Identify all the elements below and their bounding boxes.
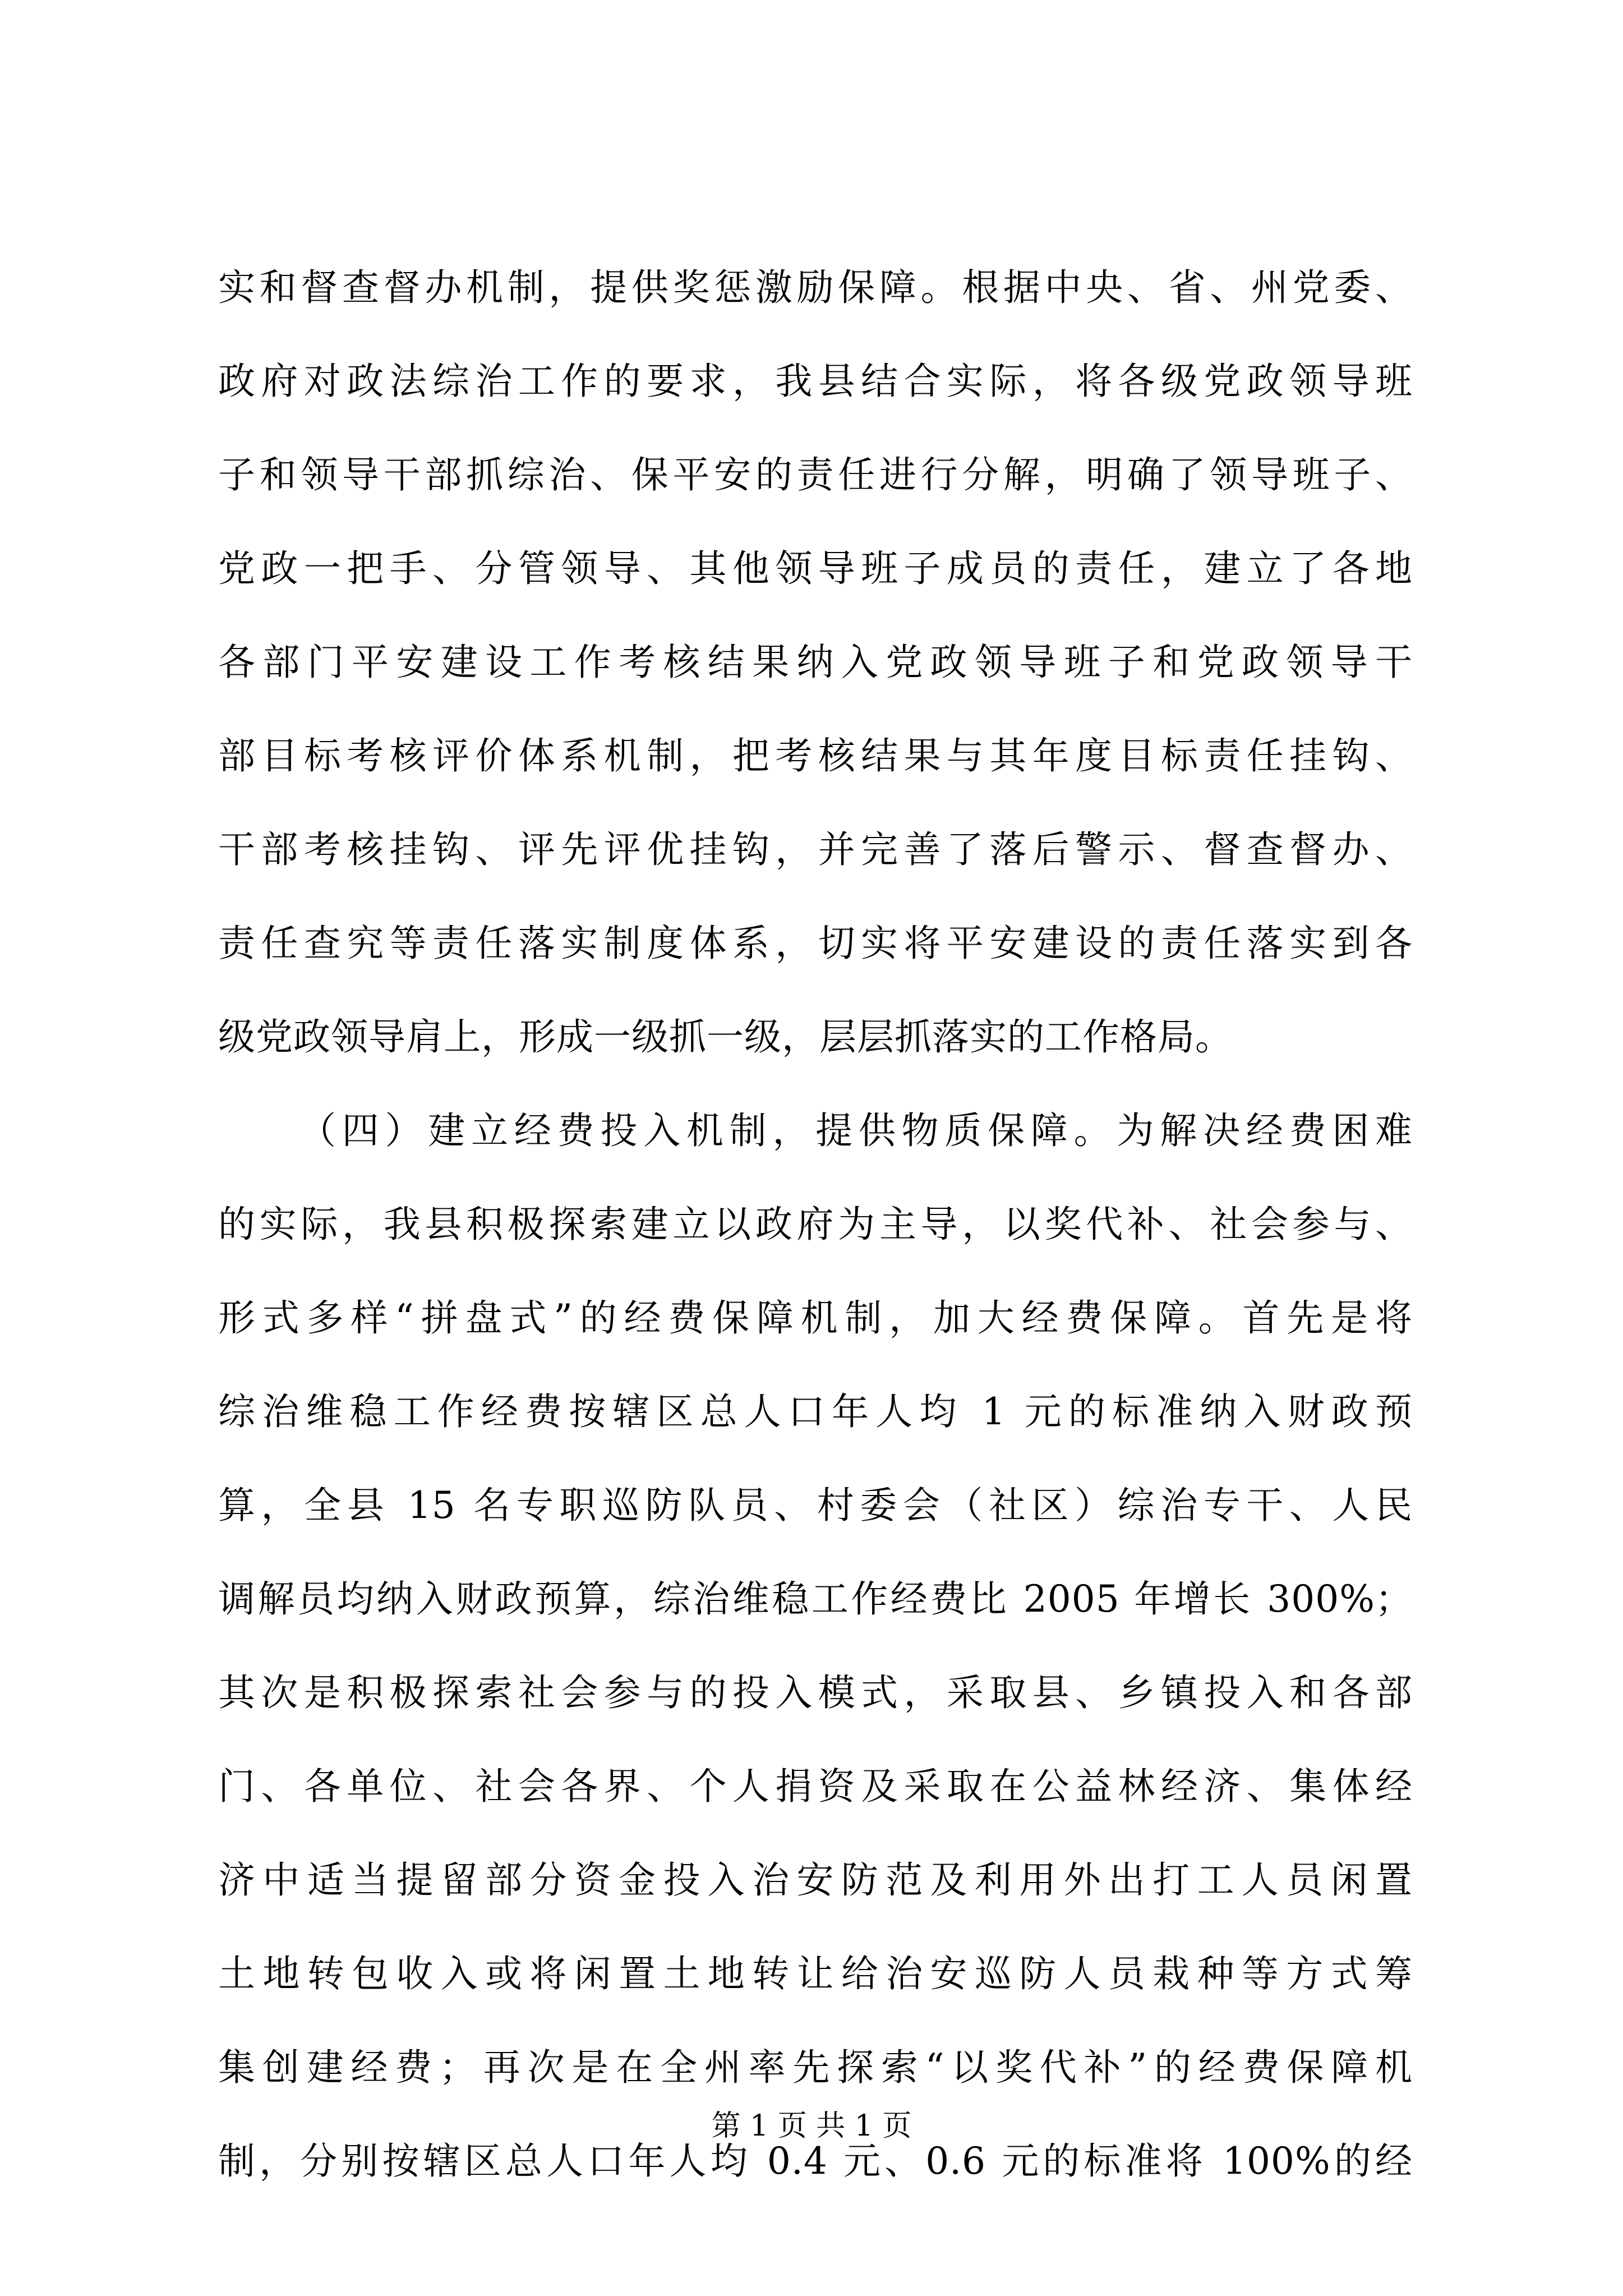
text-line: 综治维稳工作经费按辖区总人口年人均 1 元的标准纳入财政预 — [218, 1390, 1413, 1433]
text-line: 济中适当提留部分资金投入治安防范及利用外出打工人员闲置 — [218, 1858, 1413, 1902]
page-number: 第 1 页 共 1 页 — [711, 2109, 912, 2143]
text-line: 其次是积极探索社会参与的投入模式，采取县、乡镇投入和各部 — [218, 1671, 1413, 1714]
text-line: 门、各单位、社会各界、个人捐资及采取在公益林经济、集体经 — [218, 1765, 1413, 1808]
page-footer — [0, 2109, 1623, 2143]
text-line: 干部考核挂钩、评先评优挂钩，并完善了落后警示、督查督办、 — [218, 828, 1413, 871]
paragraph-end-line: 级党政领导肩上，形成一级抓一级，层层抓落实的工作格局。 — [218, 1015, 1233, 1059]
section-heading-line: （四）建立经费投入机制，提供物质保障。为解决经费困难 — [299, 1109, 1413, 1152]
text-line: 党政一把手、分管领导、其他领导班子成员的责任，建立了各地 — [218, 547, 1413, 590]
text-line: 部目标考核评价体系机制，把考核结果与其年度目标责任挂钩、 — [218, 734, 1413, 777]
text-line: 实和督查督办机制，提供奖惩激励保障。根据中央、省、州党委、 — [218, 266, 1413, 309]
text-line: 政府对政法综治工作的要求，我县结合实际，将各级党政领导班 — [218, 360, 1413, 403]
text-line: 算，全县 15 名专职巡防队员、村委会（社区）综治专干、人民 — [218, 1484, 1413, 1527]
text-line: 土地转包收入或将闲置土地转让给治安巡防人员栽种等方式筹 — [218, 1952, 1413, 1995]
text-line: 集创建经费；再次是在全州率先探索“以奖代补”的经费保障机 — [218, 2046, 1413, 2089]
text-line: 各部门平安建设工作考核结果纳入党政领导班子和党政领导干 — [218, 641, 1413, 684]
text-line: 调解员均纳入财政预算，综治维稳工作经费比 2005 年增长 300%； — [218, 1577, 1413, 1621]
body-text — [218, 264, 1413, 2231]
text-line: 形式多样“拼盘式”的经费保障机制，加大经费保障。首先是将 — [218, 1296, 1413, 1340]
text-line: 制，分别按辖区总人口年人均 0.4 元、0.6 元的标准将 100%的经 — [218, 2139, 1413, 2183]
text-line: 子和领导干部抓综治、保平安的责任进行分解，明确了领导班子、 — [218, 453, 1413, 496]
text-line: 责任查究等责任落实制度体系，切实将平安建设的责任落实到各 — [218, 922, 1413, 965]
text-line: 的实际，我县积极探索建立以政府为主导，以奖代补、社会参与、 — [218, 1203, 1413, 1246]
